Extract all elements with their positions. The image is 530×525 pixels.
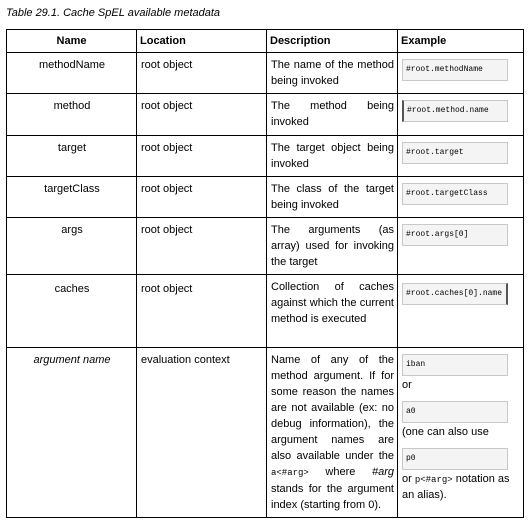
cell-example <box>398 53 524 94</box>
cell-location: root object <box>137 177 267 218</box>
table-row <box>7 218 524 275</box>
cell-name: method <box>7 94 137 136</box>
table-row <box>7 53 524 94</box>
cell-description: The arguments (as array) used for invoking the target <box>267 218 398 275</box>
desc-text: stands for the argument index (starting from 0). <box>271 483 394 511</box>
header-location: Location <box>137 30 267 53</box>
table-caption: Table 29.1. Cache SpEL available metadata <box>6 7 221 19</box>
metadata-table <box>6 29 524 518</box>
cell-location: root object <box>137 94 267 136</box>
header-name: Name <box>7 30 137 53</box>
example-text: (one can also use <box>402 426 489 438</box>
cell-name: argument name <box>7 348 137 518</box>
cell-example <box>398 94 524 136</box>
cell-example <box>398 275 524 348</box>
example-code: p0 <box>402 448 508 470</box>
example-code: iban <box>402 354 508 376</box>
cell-name: args <box>7 218 137 275</box>
example-text-part: notation as an alias). <box>402 473 510 501</box>
example-code: #root.args[0] <box>402 224 508 246</box>
cell-example <box>398 177 524 218</box>
cell-location: root object <box>137 136 267 177</box>
cell-name: caches <box>7 275 137 348</box>
cell-description: The method being invoked <box>267 94 398 136</box>
example-code: #root.targetClass <box>402 183 508 205</box>
cell-description: The target object being invoked <box>267 136 398 177</box>
cell-description: Collection of caches against which the current method is executed <box>267 275 398 348</box>
cell-location: root object <box>137 275 267 348</box>
cell-name: targetClass <box>7 177 137 218</box>
table-row <box>7 348 524 518</box>
desc-italic: #arg <box>371 466 394 478</box>
example-text-part: or <box>402 473 415 485</box>
desc-text: Name of any of the method argument. If for some reason the names are not available (ex: no debug information), the argument names are also available under the <box>271 354 394 462</box>
cell-example <box>398 218 524 275</box>
cell-description: The name of the method being invoked <box>267 53 398 94</box>
example-code: #root.methodName <box>402 59 508 81</box>
cell-name: methodName <box>7 53 137 94</box>
example-code: a0 <box>402 401 508 423</box>
example-code[interactable]: #root.method.name <box>402 100 508 122</box>
example-code[interactable]: #root.caches[0].name <box>402 283 508 305</box>
table-header-row <box>7 30 524 53</box>
cell-location: root object <box>137 218 267 275</box>
header-description: Description <box>267 30 398 53</box>
desc-code: a<#arg> <box>271 468 309 478</box>
cell-description: The class of the target being invoked <box>267 177 398 218</box>
table-row <box>7 94 524 136</box>
example-inline-code: p<#arg> <box>414 475 453 485</box>
table-row <box>7 136 524 177</box>
header-example: Example <box>398 30 524 53</box>
cell-example <box>398 136 524 177</box>
example-code: #root.target <box>402 142 508 164</box>
table-row <box>7 275 524 348</box>
cell-example <box>398 348 524 518</box>
example-text <box>402 472 520 503</box>
cell-name: target <box>7 136 137 177</box>
example-text: or <box>402 379 412 391</box>
desc-text: where <box>308 466 372 478</box>
table-row <box>7 177 524 218</box>
cell-description <box>267 348 398 518</box>
cell-location: root object <box>137 53 267 94</box>
cell-location: evaluation context <box>137 348 267 518</box>
